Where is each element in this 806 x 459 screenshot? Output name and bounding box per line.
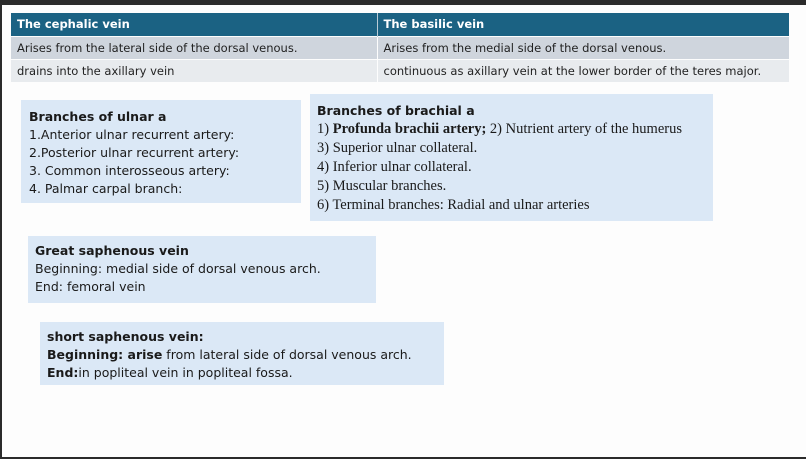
header-cephalic: The cephalic vein	[11, 13, 377, 36]
table-row	[11, 59, 789, 82]
list-item: 3) Superior ulnar collateral.	[317, 140, 478, 156]
brachial-title: Branches of brachial a	[317, 103, 475, 118]
item-rest: 2) Nutrient artery of the humerus	[486, 121, 682, 137]
ulnar-title: Branches of ulnar a	[29, 109, 167, 124]
slide	[2, 5, 806, 457]
end-text: in popliteal vein in popliteal fossa.	[78, 365, 293, 380]
list-item: 4) Inferior ulnar collateral.	[317, 159, 472, 175]
text-line	[47, 364, 437, 382]
list-item: 2.Posterior ulnar recurrent artery:	[29, 145, 240, 160]
list-item: 4. Palmar carpal branch:	[29, 181, 183, 196]
beginning-text: from lateral side of dorsal venous arch.	[162, 347, 412, 362]
beginning-label: Beginning: arise	[47, 347, 163, 362]
text-line: Beginning: medial side of dorsal venous arch.	[35, 261, 321, 276]
table-row	[11, 36, 789, 59]
list-item: 1.Anterior ulnar recurrent artery:	[29, 127, 235, 142]
end-label: End:	[47, 365, 79, 380]
text-line	[47, 346, 437, 364]
list-item: 5) Muscular branches.	[317, 178, 447, 194]
table-cell: drains into the axillary vein	[11, 59, 377, 82]
ulnar-branches-box	[21, 100, 301, 203]
table-header-row	[11, 13, 789, 36]
item-bold: Profunda brachii artery;	[332, 121, 487, 137]
short-saphenous-title: short saphenous vein:	[47, 329, 204, 344]
list-item	[317, 120, 706, 139]
great-saphenous-title: Great saphenous vein	[35, 243, 189, 258]
text-line: End: femoral vein	[35, 279, 146, 294]
header-basilic: The basilic vein	[377, 13, 789, 36]
great-saphenous-box	[28, 236, 376, 303]
brachial-branches-box	[310, 94, 713, 221]
list-item: 3. Common interosseous artery:	[29, 163, 230, 178]
table-cell: Arises from the lateral side of the dorsal venous.	[11, 36, 377, 59]
table-cell: Arises from the medial side of the dorsal venous.	[377, 36, 789, 59]
item-prefix: 1)	[317, 121, 333, 137]
list-item: 6) Terminal branches: Radial and ulnar arteries	[317, 197, 590, 213]
table-cell: continuous as axillary vein at the lower border of the teres major.	[377, 59, 789, 82]
vein-comparison-table	[11, 13, 789, 82]
short-saphenous-box	[40, 322, 444, 385]
